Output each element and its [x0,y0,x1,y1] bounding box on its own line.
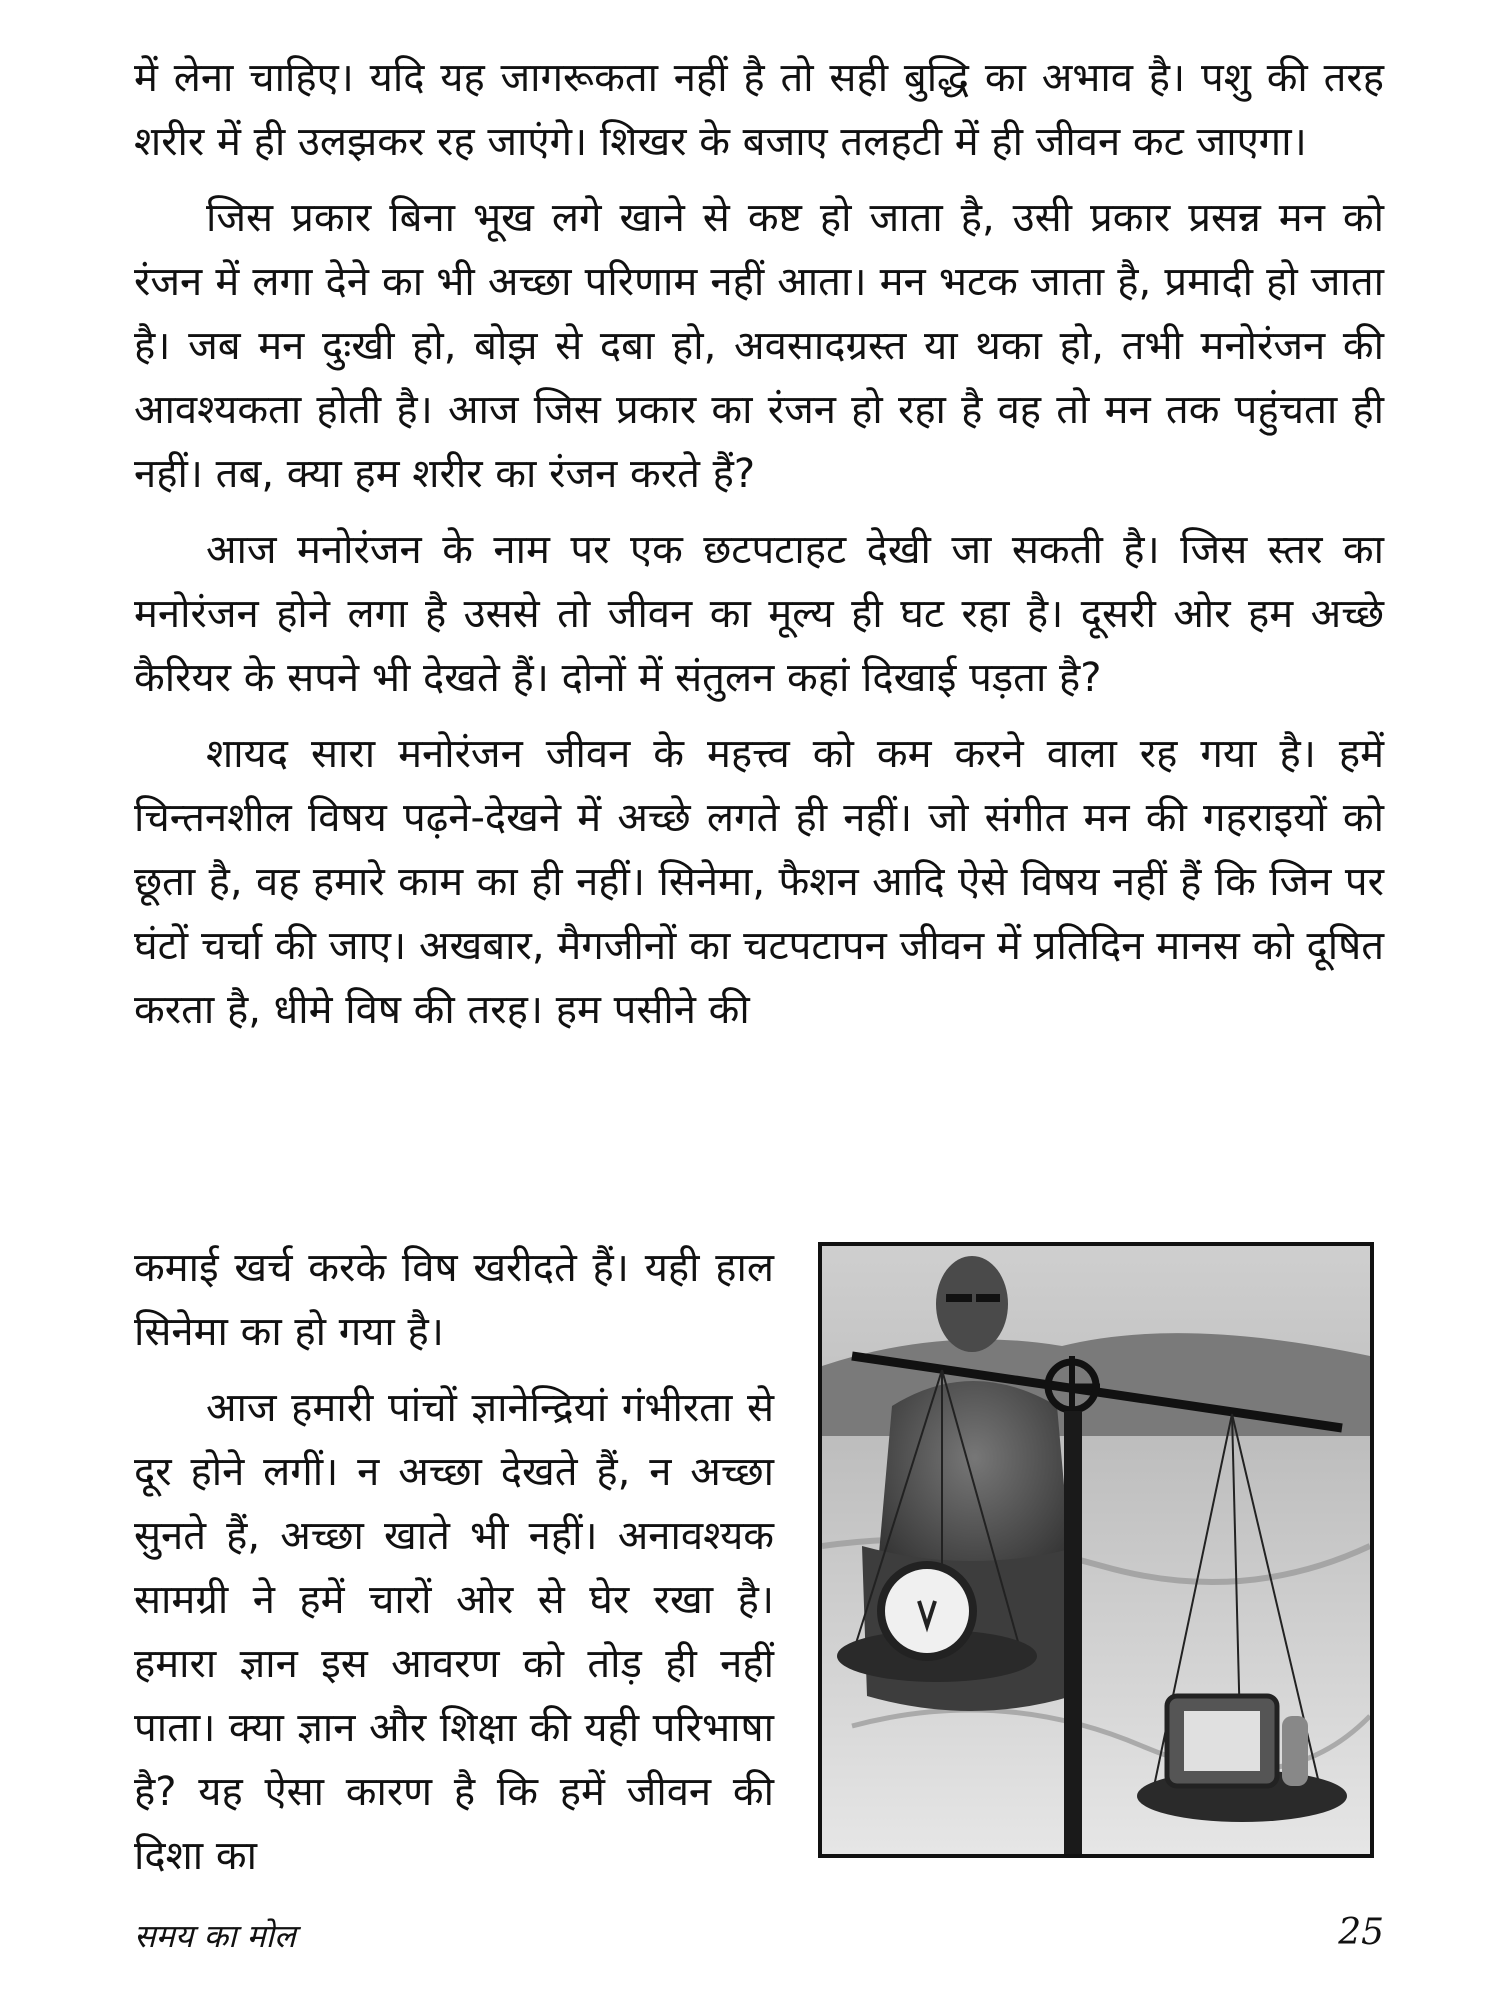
paragraph-3: आज मनोरंजन के नाम पर एक छटपटाहट देखी जा सकती है। जिस स्तर का मनोरंजन होने लगा है उससे तो जीवन का मूल्य ही घट रहा है। दूसरी ओर हम अच्छे कैरियर के सपने भी देखते हैं। दोनों में संतुलन कहां दिखाई पड़ता है? [134,527,1384,701]
main-text-block [134,46,1384,1054]
scale-figure-image [822,1246,1370,1854]
paragraph-2: जिस प्रकार बिना भूख लगे खाने से कष्ट हो जाता है, उसी प्रकार प्रसन्न मन को रंजन में लगा देने का भी अच्छा परिणाम नहीं आता। मन भटक जाता है, प्रमादी हो जाता है। जब मन दुःखी हो, बोझ से दबा हो, अवसादग्रस्त या थका हो, तभी मनोरंजन की आवश्यकता होती है। आज जिस प्रकार का रंजन हो रहा है वह तो मन तक पहुंचता ही नहीं। तब, क्या हम शरीर का रंजन करते हैं? [134,195,1384,497]
side-text-block [134,1236,774,1900]
paragraph-1: में लेना चाहिए। यदि यह जागरूकता नहीं है तो सही बुद्धि का अभाव है। पशु की तरह शरीर में ही उलझकर रह जाएंगे। शिखर के बजाए तलहटी में ही जीवन कट जाएगा। [134,55,1384,165]
footer-page-number: 25 [1338,1912,1384,1953]
balance-scale-illustration [818,1242,1374,1858]
footer-book-title: समय का मोल [134,1917,296,1955]
paragraph-4: शायद सारा मनोरंजन जीवन के महत्त्व को कम करने वाला रह गया है। हमें चिन्तनशील विषय पढ़ने-देखने में अच्छे लगते ही नहीं। जो संगीत मन की गहराइयों को छूता है, वह हमारे काम का ही नहीं। सिनेमा, फैशन आदि ऐसे विषय नहीं हैं कि जिन पर घंटों चर्चा की जाए। अखबार, मैगजीनों का चटपटापन जीवन में प्रतिदिन मानस को दूषित करता है, धीमे विष की तरह। हम पसीने की [134,731,1384,1033]
paragraph-6: आज हमारी पांचों ज्ञानेन्द्रियां गंभीरता से दूर होने लगीं। न अच्छा देखते हैं, न अच्छा सुनते हैं, अच्छा खाते भी नहीं। अनावश्यक सामग्री ने हमें चारों ओर से घेर रखा है। हमारा ज्ञान इस आवरण को तोड़ ही नहीं पाता। क्या ज्ञान और शिक्षा की यही परिभाषा है? यह ऐसा कारण है कि हमें जीवन की दिशा का [134,1385,774,1879]
paragraph-5: कमाई खर्च करके विष खरीदते हैं। यही हाल सिनेमा का हो गया है। [134,1245,774,1355]
